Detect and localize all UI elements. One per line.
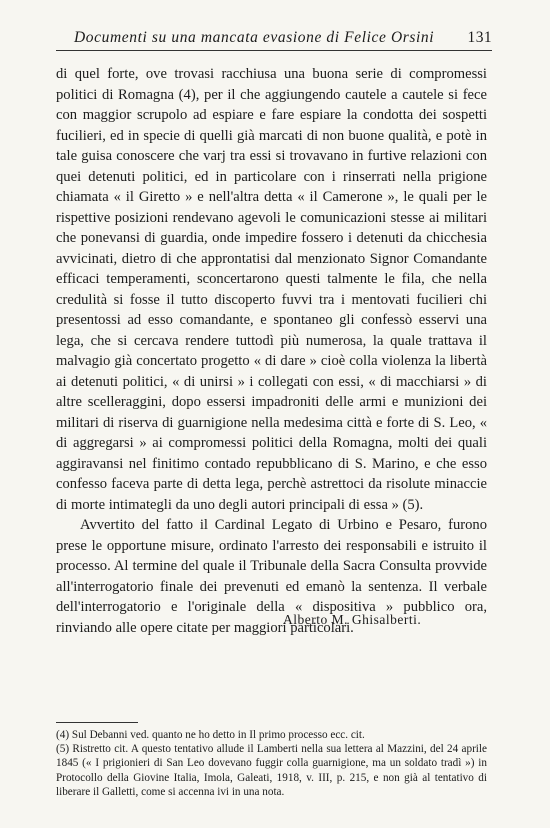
paragraph-1: di quel forte, ove trovasi racchiusa una buona serie di compromessi politici di Romagna (4), per il che aggiungendo cautele a cautele si fece con maggior scrupolo ad espiare e fare espiare la condotta dei sospetti fucilieri, ed in specie di quelli già marcati di non buone qualità, e potè in tale guisa conoscere che varj tra essi si trovavano in furtive relazioni con quei detenuti politici, ed in particolare con i rinserrati nella prigione chiamata « il Giretto » e nell'altra detta « il Camerone », le quali per le rispettive posizioni rendevano agevoli le comunicazioni stesse ai militari che ponevansi di guardia, onde impedire fossero i detenuti da chicchesia avvicinati, dietro di che approntatisi dal menzionato Signor Comandante efficaci temperamenti, sconcertarono questi talmente le fila, che nella credulità si fosse il tutto discoperto fuvvi tra i mentovati fucilieri chi presentossi ad esso comandante, e spontaneo gli confessò esservi una lega, che si cercava rendere tuttodì più numerosa, la quale trattava il malvagio già concertato progetto « di dare » cioè colla violenza la libertà ai detenuti politici, « di unirsi » i collegati con essi, « di macchiarsi » di altre scelleraggini, dopo essersi impadroniti delle armi e munizioni dei militari di riserva di guarnigione nella medesima città e forte di S. Leo, « di aggregarsi » ai compromessi politici della Romagna, molti dei quali aggiravansi nel finitimo contado repubblicano di S. Marino, e che esso confesso faceva parte di detta lega, perchè astrettoci da risolute minaccie di morte intimategli da uno degli autori principali di essa » (5). bbox=[56, 66, 487, 513]
footnote-divider bbox=[56, 722, 138, 723]
main-text bbox=[56, 64, 487, 638]
author-signature: Alberto M. Ghisalberti. bbox=[283, 612, 422, 627]
page-header bbox=[56, 26, 492, 51]
running-head: Documenti su una mancata evasione di Felice Orsini bbox=[74, 29, 435, 46]
paragraph-2: Avvertito del fatto il Cardinal Legato di Urbino e Pesaro, furono prese le opportune misure, ordinato l'arresto dei responsabili e istruito il processo. Al termine del quale il Tribunale della Sacra Consulta provvide all'interrogatorio finale dei prevenuti ed emanò la sentenza. Il verbale dell'interrogatorio e l'originale della « dispositiva » pubblico ora, rinviando alle opere citate per maggiori particolari. bbox=[56, 517, 487, 636]
footnote-4: (4) Sul Debanni ved. quanto ne ho detto in Il primo processo ecc. cit. bbox=[56, 729, 365, 741]
footnote-5: (5) Ristretto cit. A questo tentativo allude il Lamberti nella sua lettera al Mazzini, del 24 aprile 1845 (« I prigionieri di San Leo dovevano fuggir colla guarnigione, ma un soldato tradì ») in Protocollo della Giovine Italia, Imola, Galeati, 1918, v. III, p. 215, e non già al tentativo di liberare il Galletti, come si accenna ivi in una nota. bbox=[56, 743, 487, 798]
footnotes bbox=[56, 728, 487, 799]
page-number: 131 bbox=[467, 29, 492, 46]
